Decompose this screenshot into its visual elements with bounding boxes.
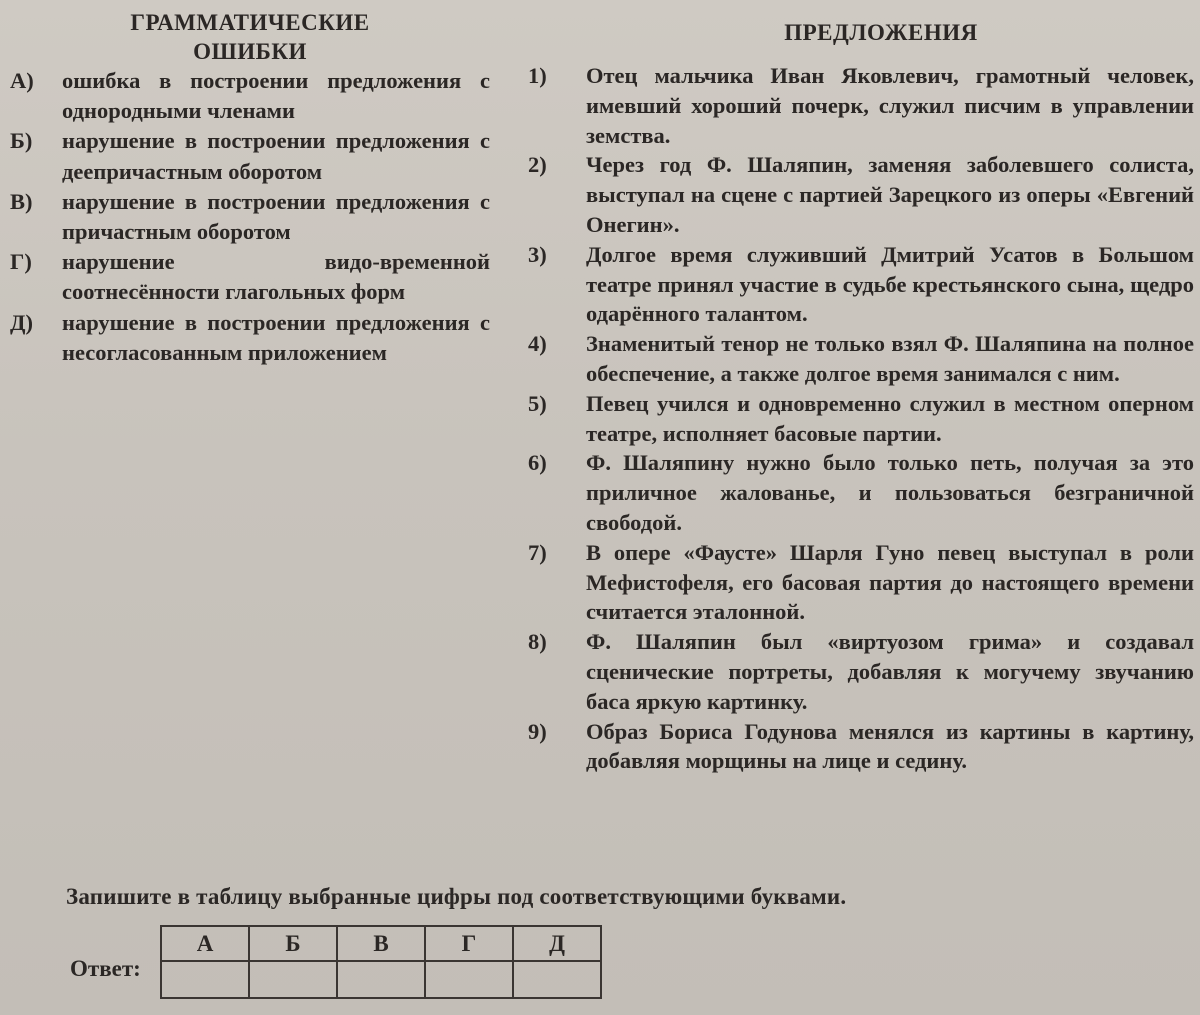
grammar-errors-column bbox=[10, 8, 490, 368]
error-letter: А) bbox=[10, 68, 34, 93]
error-letter: Д) bbox=[10, 309, 33, 335]
error-text: нарушение в построении предложения с несогласованным приложением bbox=[62, 309, 490, 365]
sentences-list bbox=[528, 61, 1194, 776]
error-text: ошибка в построении предложения с однородными членами bbox=[62, 68, 490, 124]
error-item-v bbox=[10, 187, 490, 247]
heading-line-2: ОШИБКИ bbox=[193, 39, 307, 64]
sentence-item-1 bbox=[528, 61, 1194, 150]
answer-input-row bbox=[161, 961, 601, 998]
answer-header-a: А bbox=[161, 926, 249, 961]
sentence-item-8 bbox=[528, 627, 1194, 716]
answer-header-row bbox=[161, 926, 601, 961]
error-item-b bbox=[10, 126, 490, 186]
answer-label: Ответ: bbox=[70, 956, 141, 981]
answer-header-g: Г bbox=[425, 926, 513, 961]
sentence-text: Ф. Шаляпину нужно было только петь, получая за это приличное жалованье, и пользоваться безграничной свободой. bbox=[586, 450, 1194, 535]
sentence-number: 3) bbox=[528, 241, 547, 267]
answer-cell-v[interactable] bbox=[337, 961, 425, 998]
error-text: нарушение в построении предложения с причастным оборотом bbox=[62, 188, 490, 245]
sentence-item-2 bbox=[528, 150, 1194, 239]
error-item-a bbox=[10, 66, 490, 126]
error-text: нарушение в построении предложения с деепричастным оборотом bbox=[62, 128, 490, 184]
sentence-number: 6) bbox=[528, 450, 547, 476]
answer-cell-a[interactable] bbox=[161, 961, 249, 998]
sentence-text: Знаменитый тенор не только взял Ф. Шаляпина на полное обеспечение, а также долгое время занимался с ним. bbox=[586, 331, 1194, 386]
sentence-item-5 bbox=[528, 389, 1194, 449]
sentence-number: 8) bbox=[528, 629, 547, 655]
answer-cell-g[interactable] bbox=[425, 961, 513, 998]
error-letter: В) bbox=[10, 188, 33, 214]
sentence-text: Певец учился и одновременно служил в местном оперном театре, исполняет басовые партии. bbox=[586, 390, 1194, 446]
answer-header-v: В bbox=[337, 926, 425, 961]
sentence-text: Образ Бориса Годунова менялся из картины в картину, добавляя морщины на лице и седину. bbox=[586, 718, 1194, 774]
sentence-text: Ф. Шаляпин был «виртуозом грима» и создавал сценические портреты, добавляя к могучему звучанию баса яркую картинку. bbox=[586, 629, 1194, 714]
instruction-text: Запишите в таблицу выбранные цифры под соответствующими буквами. bbox=[66, 884, 847, 909]
answer-header-d: Д bbox=[513, 926, 601, 961]
sentence-number: 1) bbox=[528, 63, 547, 88]
answer-cell-d[interactable] bbox=[513, 961, 601, 998]
sentence-text: Долгое время служивший Дмитрий Усатов в Большом театре принял участие в судьбе крестьянского сына, щедро одарённого талантом. bbox=[586, 241, 1194, 327]
sentences-column bbox=[528, 18, 1194, 776]
sentence-number: 4) bbox=[528, 331, 547, 357]
answer-header-b: Б bbox=[249, 926, 337, 961]
grammar-errors-heading bbox=[10, 8, 490, 66]
sentence-item-9 bbox=[528, 717, 1194, 777]
sentences-heading: ПРЕДЛОЖЕНИЯ bbox=[784, 20, 978, 45]
sentence-number: 5) bbox=[528, 390, 547, 416]
sentence-number: 7) bbox=[528, 539, 547, 565]
sentence-text: Через год Ф. Шаляпин, заменяя заболевшего солиста, выступал на сцене с партией Зарецкого из оперы «Евгений Онегин». bbox=[586, 152, 1194, 237]
error-item-g bbox=[10, 247, 490, 307]
sentence-item-6 bbox=[528, 448, 1194, 537]
sentence-number: 2) bbox=[528, 152, 547, 178]
sentence-item-3 bbox=[528, 240, 1194, 329]
sentence-item-4 bbox=[528, 329, 1194, 389]
error-letter: Б) bbox=[10, 128, 33, 154]
sentence-number: 9) bbox=[528, 718, 547, 744]
sentence-item-7 bbox=[528, 538, 1194, 627]
grammar-errors-list bbox=[10, 66, 490, 368]
sentence-text: Отец мальчика Иван Яковлевич, грамотный человек, имевший хороший почерк, служил писчим в управлении земства. bbox=[586, 63, 1194, 148]
error-text: нарушение видо-временной соотнесённости глагольных форм bbox=[62, 249, 490, 305]
error-letter: Г) bbox=[10, 249, 32, 275]
heading-line-1: ГРАММАТИЧЕСКИЕ bbox=[130, 10, 370, 35]
answer-cell-b[interactable] bbox=[249, 961, 337, 998]
error-item-d bbox=[10, 308, 490, 368]
answer-table bbox=[160, 925, 602, 999]
sentence-text: В опере «Фаусте» Шарля Гуно певец выступал в роли Мефистофеля, его басовая партия до настоящего времени считается эталонной. bbox=[586, 539, 1194, 625]
